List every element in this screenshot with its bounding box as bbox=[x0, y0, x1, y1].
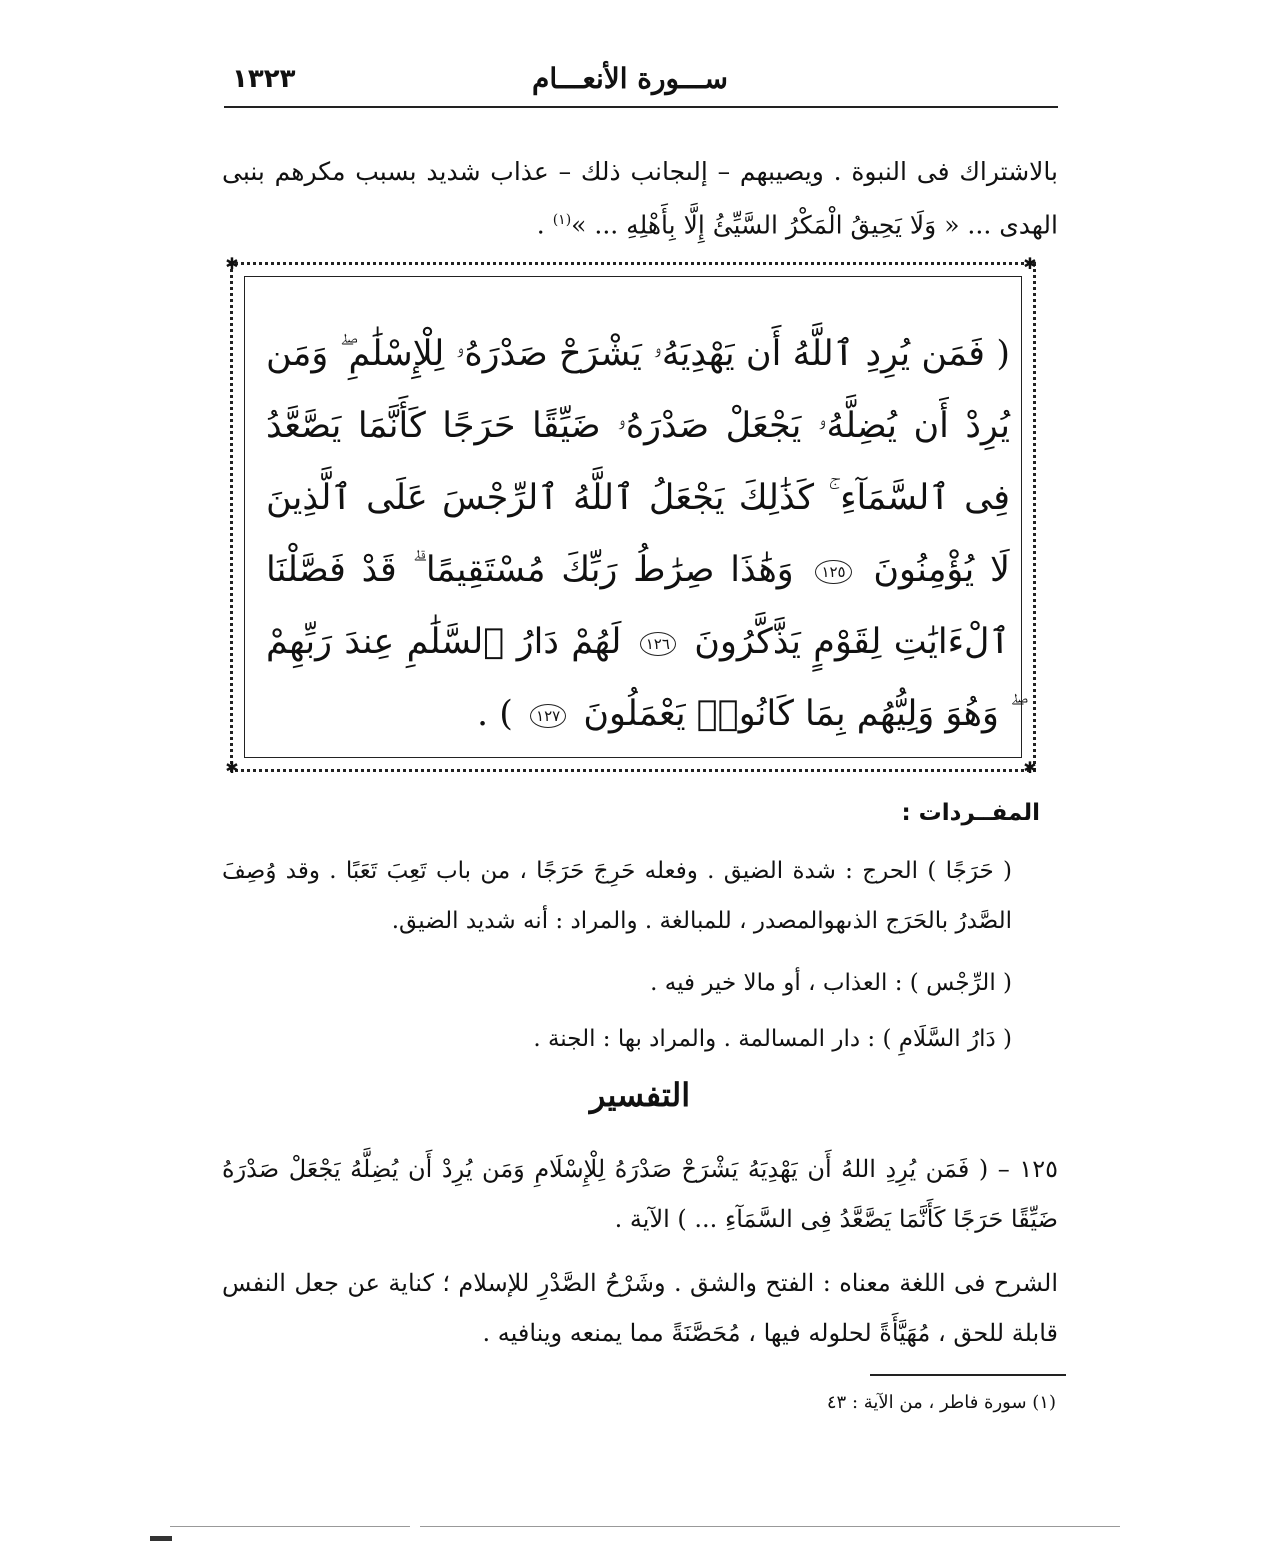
verse-126: وَهَٰذَا صِرَٰطُ رَبِّكَ مُسْتَقِيمًا ۗ قَدْ فَصَّلْنَا ٱلْءَايَٰتِ لِقَوْمٍ يَذَّكَّرُونَ bbox=[266, 550, 1010, 662]
verse-closing: ) . bbox=[476, 694, 513, 734]
verse-125: ( فَمَن يُرِدِ ٱللَّهُ أَن يَهْدِيَهُۥ يَشْرَحْ صَدْرَهُۥ لِلْإِسْلَٰمِ ۖ وَمَن يُرِدْ أَن يُضِلَّهُۥ يَجْعَلْ صَدْرَهُۥ ضَيِّقًا حَرَجًا كَأَنَّمَا يَصَّعَّدُ فِى ٱلسَّمَآءِ ۚ كَذَٰلِكَ يَجْعَلُ ٱللَّهُ ٱلرِّجْسَ عَلَى ٱلَّذِينَ لَا يُؤْمِنُونَ bbox=[266, 334, 1010, 590]
surah-title: ســـورة الأنعـــام bbox=[532, 62, 728, 95]
scan-line bbox=[170, 1526, 410, 1527]
vocab-item: ( دَارُ السَّلَامِ ) : دار المسالمة . والمراد بها : الجنة . bbox=[533, 1026, 1012, 1052]
star-ornament-icon: ✱ bbox=[225, 254, 239, 273]
quran-verses bbox=[266, 318, 1010, 750]
tafsir-heading: التفسير bbox=[589, 1076, 691, 1114]
tafsir-paragraph: الشرح فى اللغة معناه : الفتح والشق . وشَرْحُ الصَّدْرِ للإسلام ؛ كناية عن جعل النفس قابلة للحق ، مُهَيَّأَةً لحلوله فيها ، مُحَصَّنَةً مما يمنعه وينافيه . bbox=[222, 1269, 1058, 1347]
vocabulary-heading: المفــردات : bbox=[901, 800, 1040, 826]
footnote-reference: (١) bbox=[552, 212, 572, 228]
footnote-rule bbox=[870, 1374, 1066, 1376]
star-ornament-icon: ✱ bbox=[1023, 758, 1037, 777]
footnote: (١) سورة فاطر ، من الآية : ٤٣ bbox=[826, 1392, 1056, 1413]
verse-127: لَهُمْ دَارُ ٱلسَّلَٰمِ عِندَ رَبِّهِمْ ۖ وَهُوَ وَلِيُّهُم بِمَا كَانُوا۟ يَعْمَلُونَ bbox=[266, 622, 1010, 734]
scan-mark bbox=[150, 1536, 172, 1541]
intro-text: بالاشتراك فى النبوة . ويصيبهم – إلىجانب ذلك – عذاب شديد بسبب مكرهم بنبى الهدى ... « وَلَا يَحِيقُ الْمَكْرُ السَّيِّئُ إِلَّا بِأَهْلِهِ ... » bbox=[222, 157, 1058, 240]
ayah-number-127: ١٢٧ bbox=[530, 704, 566, 728]
ayah-number-126: ١٢٦ bbox=[640, 632, 676, 656]
star-ornament-icon: ✱ bbox=[1023, 254, 1037, 273]
star-ornament-icon: ✱ bbox=[225, 758, 239, 777]
scan-line bbox=[420, 1526, 1120, 1527]
header-rule bbox=[224, 106, 1058, 108]
tafsir-verse-line: ١٢٥ – ( فَمَن يُرِدِ اللهُ أَن يَهْدِيَهُ يَشْرَحْ صَدْرَهُ لِلْإِسْلَامِ وَمَن يُرِدْ أَن يُضِلَّهُ يَجْعَلْ صَدْرَهُ ضَيِّقًا حَرَجًا كَأَنَّمَا يَصَّعَّدُ فِى السَّمَآءِ ... ) الآية . bbox=[222, 1155, 1058, 1233]
page-number: ١٣٢٣ bbox=[232, 64, 296, 94]
ayah-number-125: ١٢٥ bbox=[815, 560, 851, 584]
vocab-item: ( الرِّجْس ) : العذاب ، أو مالا خير فيه . bbox=[650, 970, 1012, 996]
intro-paragraph: بالاشتراك فى النبوة . ويصيبهم – إلىجانب ذلك – عذاب شديد بسبب مكرهم بنبى الهدى ... « وَلَا يَحِيقُ الْمَكْرُ السَّيِّئُ إِلَّا بِأَهْلِهِ ... »$^{(١)}$ . bbox=[222, 157, 1058, 240]
vocab-item: ( حَرَجًا ) الحرج : شدة الضيق . وفعله حَرِجَ حَرَجًا ، من باب تَعِبَ تَعَبًا . وقد وُصِفَ الصَّدرُ بالحَرَج الذىهوالمصدر ، للمبالغة . والمراد : أنه شديد الضيق. bbox=[222, 858, 1012, 934]
